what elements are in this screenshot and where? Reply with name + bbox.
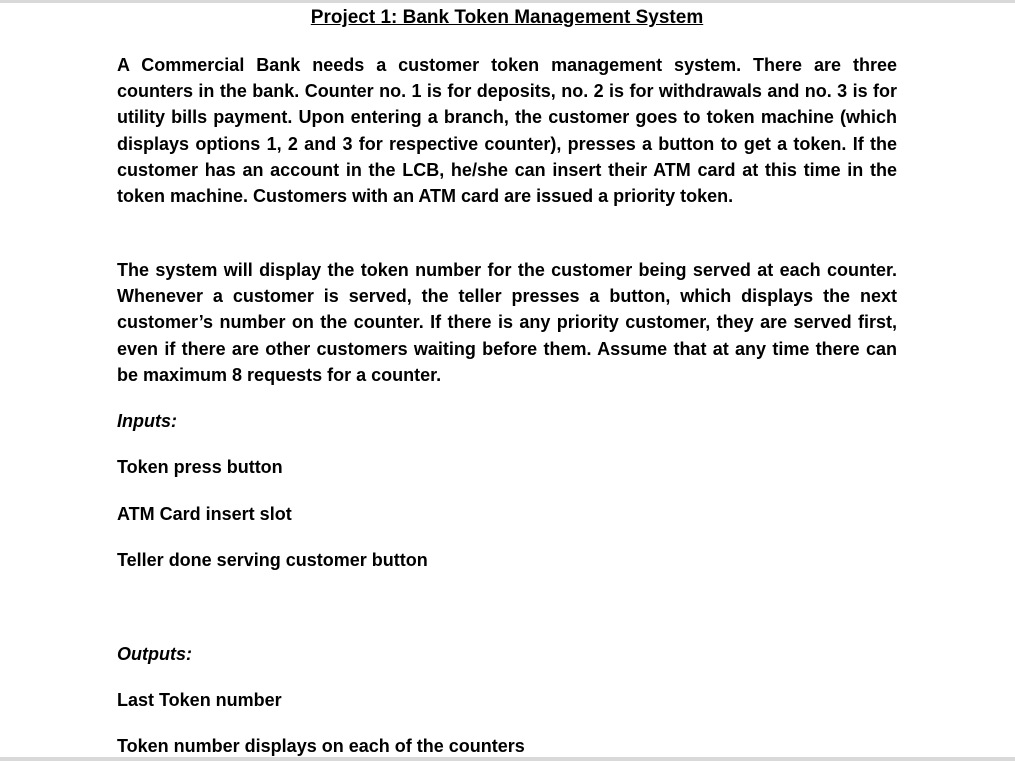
input-item-token-press-button: Token press button [117,457,283,477]
document-title [117,6,897,30]
input-item-atm-card-slot: ATM Card insert slot [117,504,292,524]
inputs-heading: Inputs: [117,411,177,431]
outputs-heading: Outputs: [117,644,192,664]
input-item-teller-done-button: Teller done serving customer button [117,550,428,570]
top-page-edge [0,0,1015,3]
output-item-last-token-number: Last Token number [117,690,282,710]
document-title-text: Project 1: Bank Token Management System [310,7,704,28]
bottom-page-edge [0,757,1015,761]
output-item-counter-displays: Token number displays on each of the counters [117,736,525,756]
description-paragraph-2: The system will display the token number for the customer being served at each counter. Whenever a customer is served, the teller presses a button, which displays the next customer’s number on the counter. If there is any priority customer, they are served first, even if there are other customers waiting before them. Assume that at any time there can be maximum 8 requests for a counter. [117,260,897,385]
description-paragraph-1: A Commercial Bank needs a customer token management system. There are three counters in the bank. Counter no. 1 is for deposits, no. 2 is for withdrawals and no. 3 is for utility bills payment. Upon entering a branch, the customer goes to token machine (which displays options 1, 2 and 3 for respective counter), presses a button to get a token. If the customer has an account in the LCB, he/she can insert their ATM card at this time in the token machine. Customers with an ATM card are issued a priority token. [117,55,897,207]
